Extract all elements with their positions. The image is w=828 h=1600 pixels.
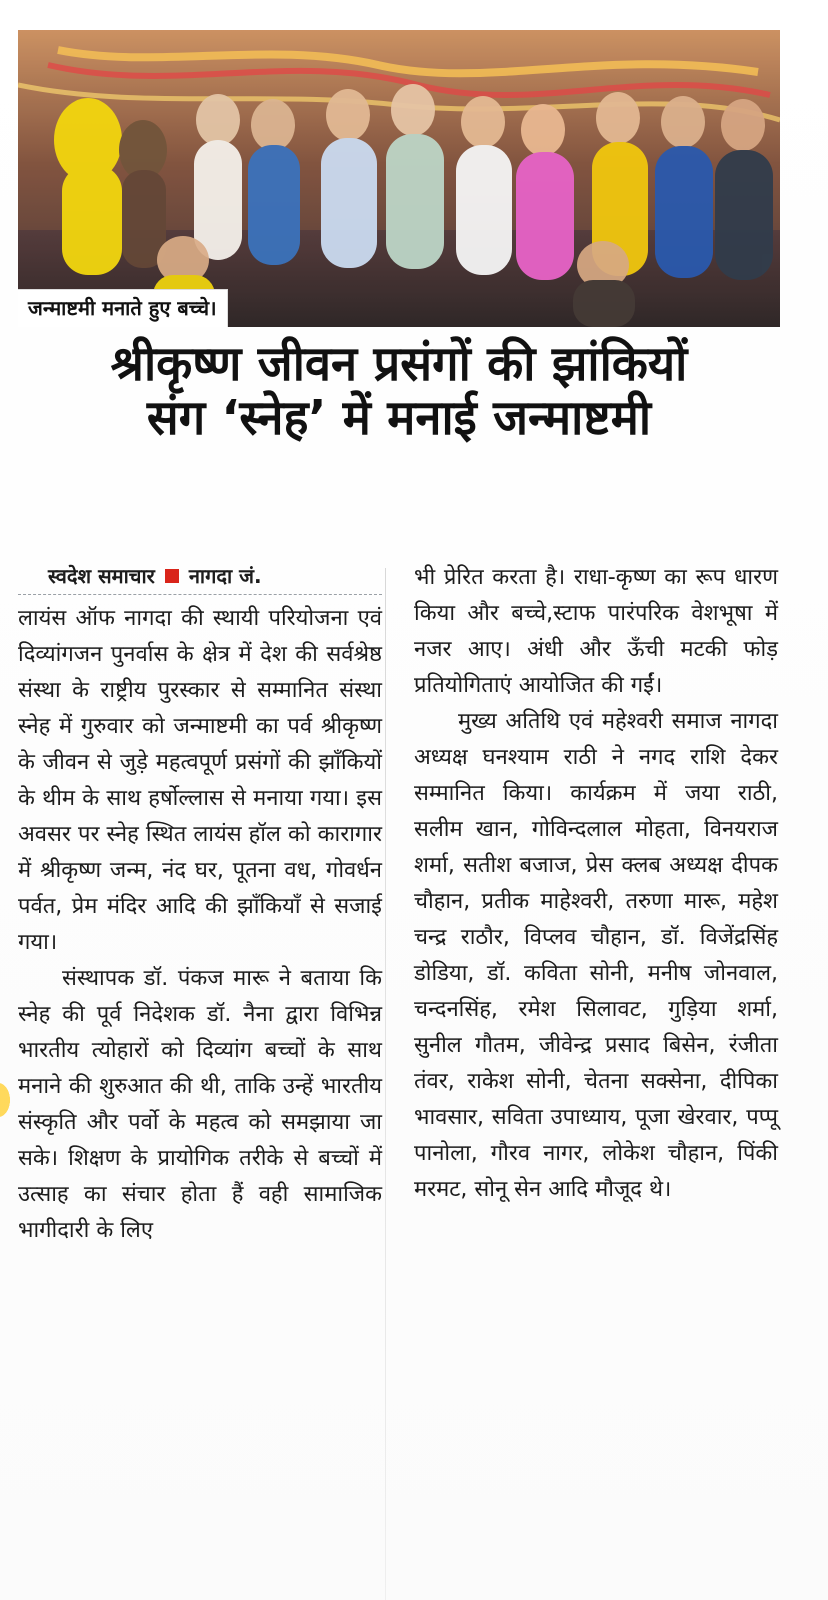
photo-caption (18, 289, 228, 327)
headline (26, 338, 773, 446)
dateline-place: नागदा जं. (188, 564, 262, 588)
dateline-separator-square-icon (165, 569, 179, 583)
headline-line-1: श्रीकृष्ण जीवन प्रसंगों की झांकियों (110, 336, 688, 392)
left-paragraph-2: संस्थापक डॉ. पंकज मारू ने बताया कि स्नेह की पूर्व निदेशक डॉ. नैना द्वारा विभिन्न भारतीय त्योहारों को दिव्यांग बच्चों के साथ मनाने की शुरुआत की थी, ताकि उन्हें भारतीय संस्कृति और पर्वो के महत्व को समझाया जा सके। शिक्षण के प्रायोगिक तरीके से बच्चों में उत्साह का संचार होता हैं वही सामाजिक भागीदारी के लिए (18, 966, 382, 1243)
right-paragraph-2: मुख्य अतिथि एवं महेश्वरी समाज नागदा अध्यक्ष घनश्याम राठी ने नगद राशि देकर सम्मानित किया। कार्यक्रम में जया राठी, सलीम खान, गोविन्दलाल मोहता, विनयराज शर्मा, सतीश बजाज, प्रेस क्लब अध्यक्ष दीपक चौहान, प्रतीक माहेश्वरी, तरुणा मारू, महेश चन्द्र राठौर, विप्लव चौहान, डॉ. विजेंद्रसिंह डोडिया, डॉ. कविता सोनी, मनीष जोनवाल, चन्दनसिंह, रमेश सिलावट, गुड़िया शर्मा, सुनील गौतम, जीवेन्द्र प्रसाद बिसेन, रंजीता तंवर, राकेश सोनी, चेतना सक्सेना, दीपिका भावसार, सविता उपाध्याय, पूजा खेरवार, पप्पू पानोला, गौरव नागर, लोकेश चौहान, पिंकी मरमट, सोनू सेन आदि मौजूद थे। (414, 709, 778, 1202)
event-photo-illustration (18, 30, 780, 327)
article-body (18, 560, 788, 1600)
dateline (48, 562, 382, 590)
right-column (414, 560, 778, 1208)
headline-line-2: संग ‘स्नेह’ में मनाई जन्माष्टमी (146, 389, 652, 446)
margin-highlight-mark (0, 1080, 12, 1120)
event-photo (18, 30, 780, 327)
dateline-source: स्वदेश समाचार (48, 564, 155, 588)
dateline-rule (18, 594, 382, 595)
left-column (18, 560, 382, 1249)
left-paragraph-1: लायंस ऑफ नागदा की स्थायी परियोजना एवं दिव्यांगजन पुनर्वास के क्षेत्र में देश की सर्वश्रेष्ठ संस्था के राष्ट्रीय पुरस्कार से सम्मानित संस्था स्नेह में गुरुवार को जन्माष्टमी का पर्व श्रीकृष्ण के जीवन से जुड़े महत्वपूर्ण प्रसंगों की झाँकियों के थीम के साथ हर्षोल्लास से मनाया गया। इस अवसर पर स्नेह स्थित लायंस हॉल को कारागार में श्रीकृष्ण जन्म, नंद घर, पूतना वध, गोवर्धन पर्वत, प्रेम मंदिर आदि की झाँकियाँ से सजाई गया। (18, 606, 382, 955)
photo-caption-text: जन्माष्टमी मनाते हुए बच्चे। (28, 296, 217, 320)
right-paragraph-1: भी प्रेरित करता है। राधा-कृष्ण का रूप धारण किया और बच्चे,स्टाफ पारंपरिक वेशभूषा में नजर आए। अंधी और ऊँची मटकी फोड़ प्रतियोगिताएं आयोजित की गईं। (414, 565, 778, 698)
